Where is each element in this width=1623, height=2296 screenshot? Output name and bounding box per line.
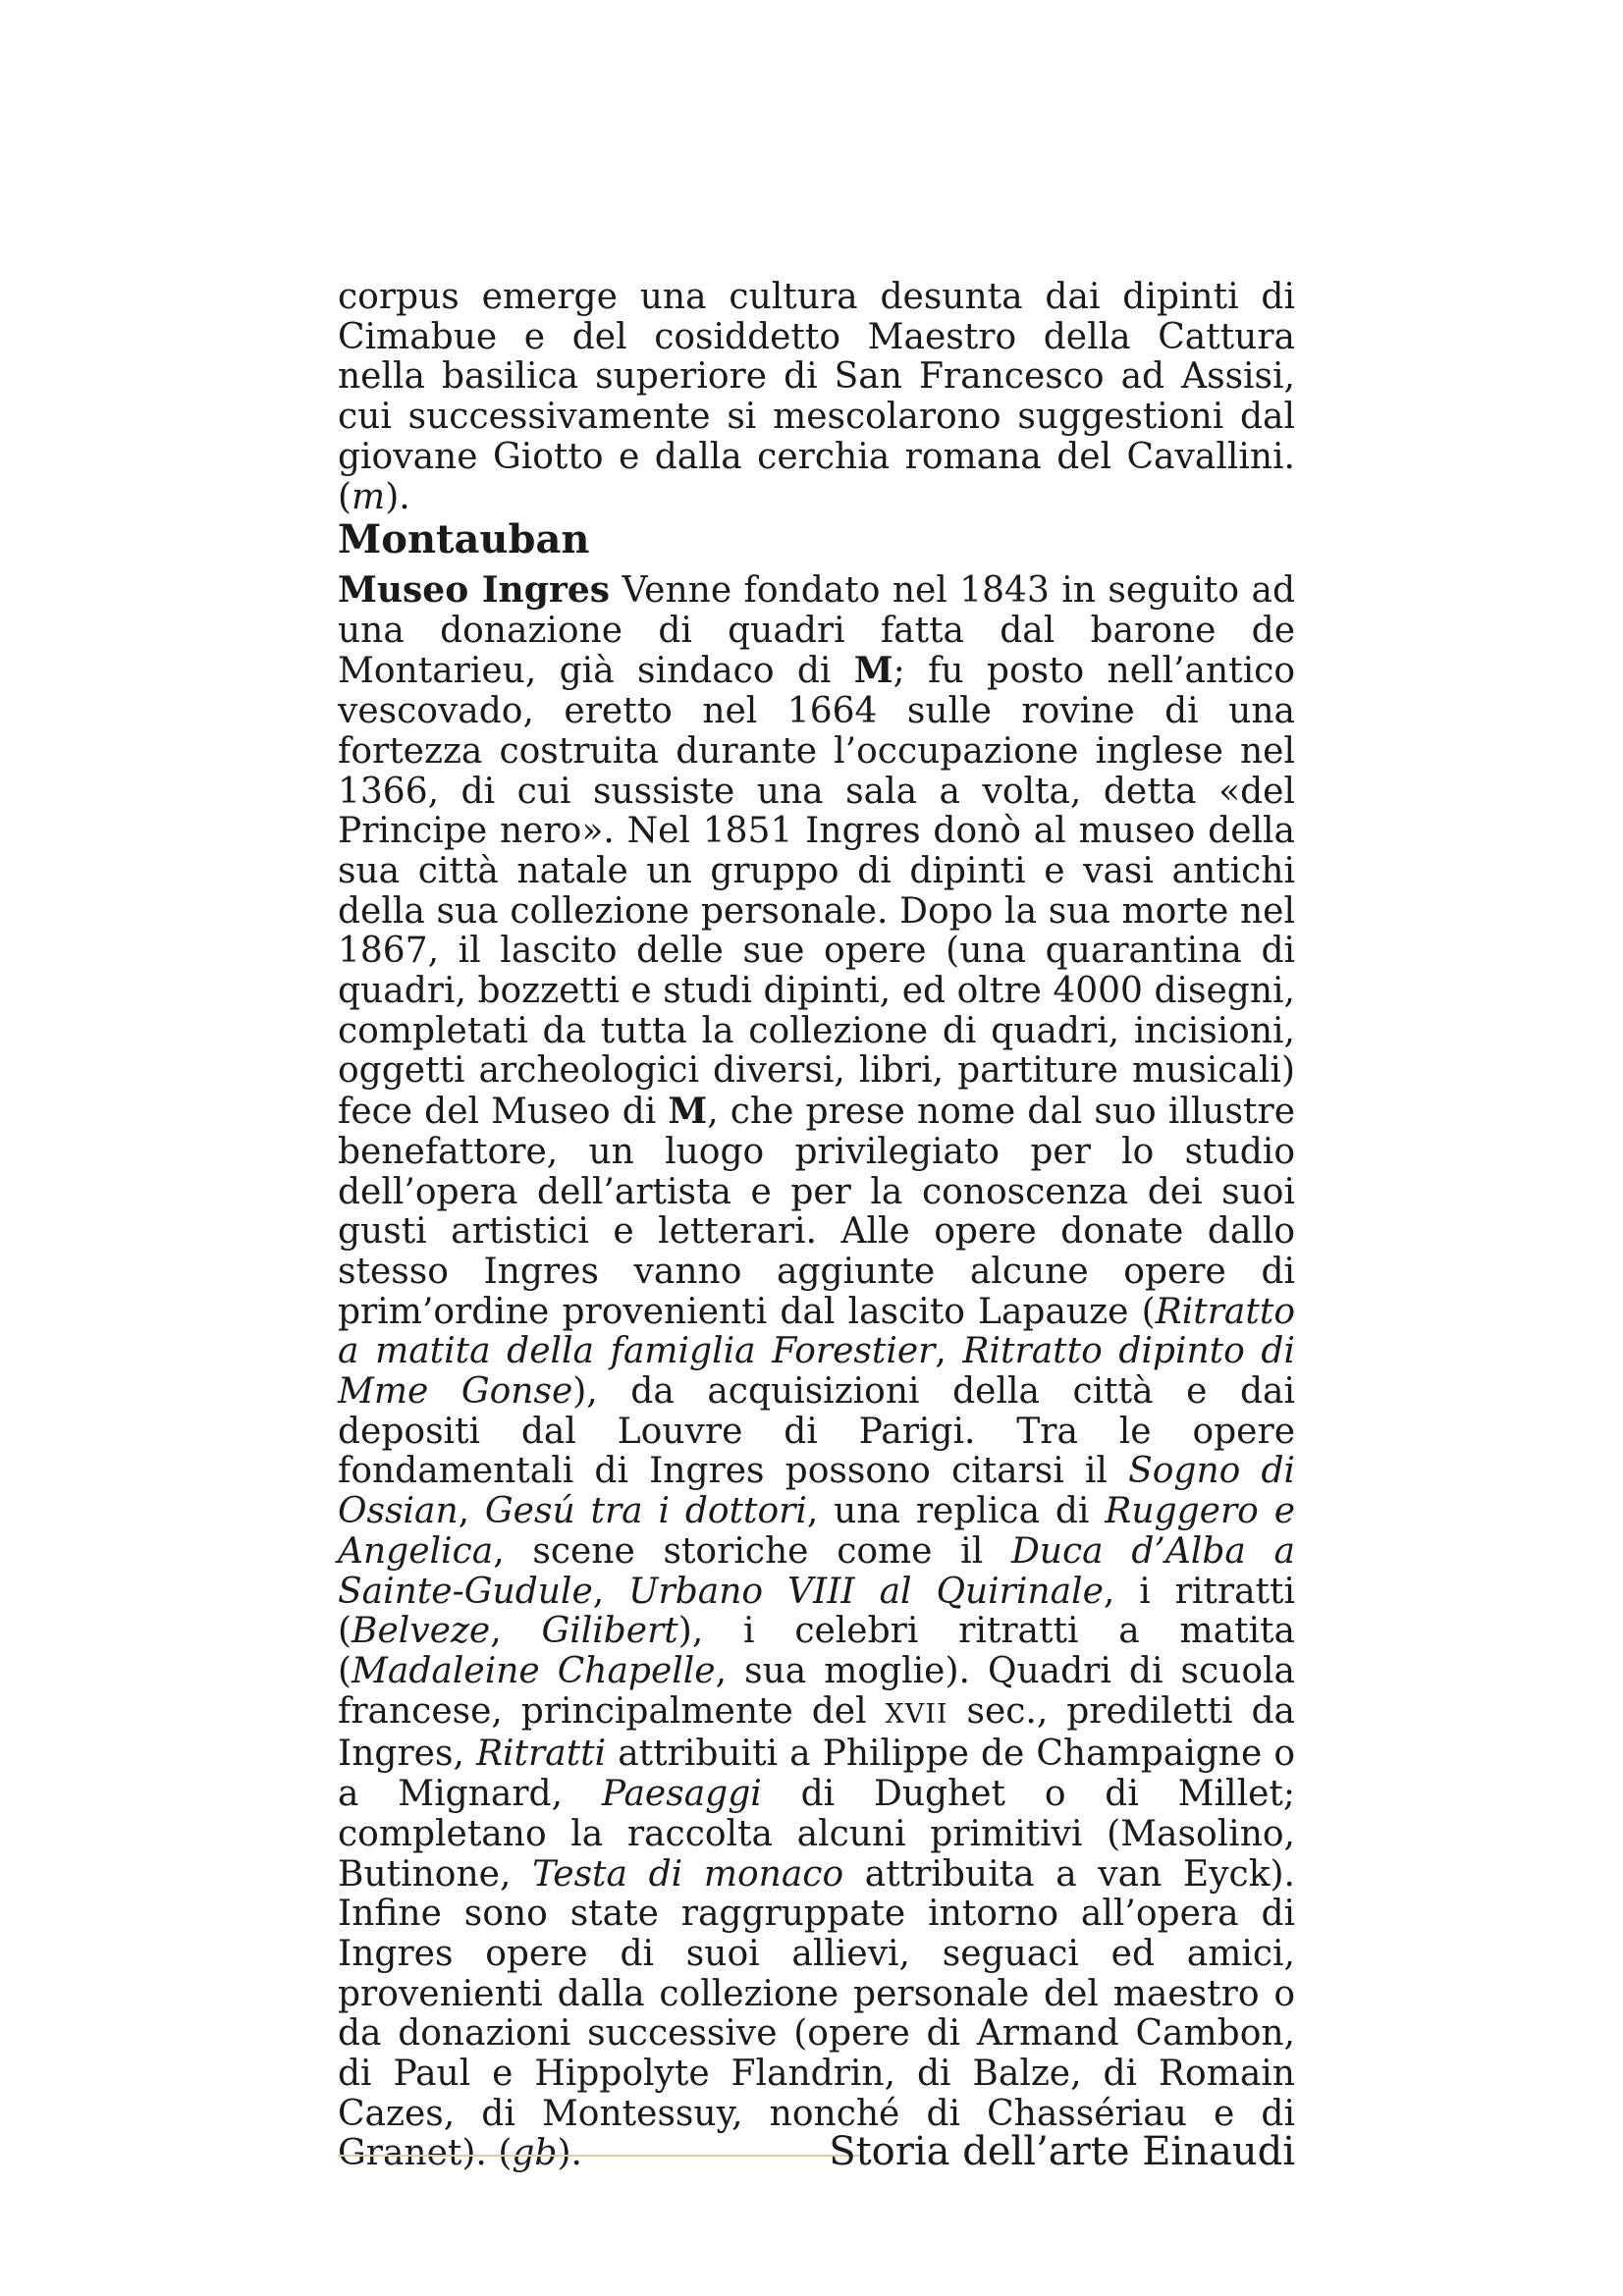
entry-text-segment: , che prese nome dal suo illustre benefattore, un luogo privilegiato per lo studio dell’opera dell’artista e per la conoscenza dei suoi gusti artistici e letterari. Alle opere donate dallo stesso Ingres vanno aggiunte alcune opere di prim’ordine provenienti dal lascito Lapauze ( (338, 1092, 1295, 1332)
author-signature: m (352, 476, 386, 517)
entry-text-segment: ; fu posto nell’antico vescovado, eretto nel 1664 sulle rovine di una fortezza costruita durante l’occupazione inglese nel 1366, di cui sussiste una sala a volta, detta «del Principe nero». Nel 1851 Ingres donò al museo della sua città natale un gruppo di dipinti e vasi antichi della sua collezione personale. Dopo la sua morte nel 1867, il lascito delle sue opere (una quarantina di quadri, bozzetti e studi dipinti, ed oltre 4000 disegni, completati da tutta la collezione di quadri, incisioni, oggetti archeologici diversi, libri, partiture musicali) fece del Museo di (338, 651, 1295, 1133)
artwork-title: Gesú tra i dottori (484, 1491, 807, 1532)
artwork-title: Belveze (352, 1611, 491, 1652)
century-numeral: XVII (885, 1698, 948, 1730)
artwork-title: Sogno di Ossian (338, 1451, 1296, 1532)
artwork-title: Paesaggi (601, 1774, 762, 1815)
entry-text-segment: , (490, 1611, 542, 1652)
artwork-title: Urbano VIII al Quirinale (628, 1571, 1104, 1612)
entry-text-segment: , (458, 1491, 485, 1532)
entry-text-segment: , scene storiche come il (493, 1530, 1011, 1572)
entry-text-segment: Venne fondato nel 1843 in seguito ad una donazione di quadri fatta dal barone de Montarieu, già sindaco di (338, 570, 1295, 692)
entry-text-segment: sec., prediletti da Ingres, (338, 1690, 1295, 1775)
artwork-title: gb (512, 2133, 558, 2174)
intro-paragraph (338, 278, 1295, 517)
entry-text-segment: , (592, 1571, 629, 1612)
entry-text-segment: di Dughet o di Millet; completano la raccolta alcuni primitivi (Masolino, Butinone, (338, 1774, 1295, 1895)
intro-text: corpus emerge una cultura desunta dai dipinti di Cimabue e del cosiddetto Maestro della Cattura nella basilica superiore di San Francesco ad Assisi, cui successivamente si mescolarono suggestioni dal giovane Giotto e dalla cerchia romana del Cavallini. ( (338, 277, 1295, 517)
section-heading: Montauban (338, 516, 590, 562)
entry-body (338, 570, 1295, 2173)
entry-text-segment: attribuita a van Eyck). Infine sono state raggruppate intorno all’opera di Ingres opere di suoi allievi, seguaci ed amici, provenienti dalla collezione personale del maestro o da donazioni successive (opere di Armand Cambon, di Paul e Hippolyte Flandrin, di Balze, di Romain Cazes, di Montessuy, nonché di Chassériau e di Granet). ( (338, 1853, 1295, 2174)
city-abbreviation: M (668, 1091, 708, 1133)
artwork-title: Ruggero e Angelica (338, 1491, 1295, 1572)
artwork-title: Duca d’Alba a Sainte-Gudule (338, 1530, 1296, 1612)
artwork-title: Testa di monaco (532, 1853, 844, 1895)
artwork-title: Gilibert (541, 1611, 678, 1652)
footer-label: Storia dell’arte Einaudi (829, 2129, 1295, 2174)
museum-entry-paragraph (338, 570, 1295, 2174)
entry-text-segment: , sua moglie). Quadri di scuola francese, principalmente del (338, 1650, 1296, 1732)
footer-rule (338, 2155, 860, 2157)
entry-text-segment: ), da acquisizioni della città e dai depositi dal Louvre di Parigi. Tra le opere fondamentali di Ingres possono citarsi il (338, 1371, 1295, 1492)
entry-text-segment: ). (557, 2133, 582, 2174)
intro-end: ). (385, 476, 410, 517)
city-abbreviation: M (853, 650, 893, 692)
entry-text-segment: attribuiti a Philippe de Champaigne o a Mignard, (338, 1734, 1295, 1815)
page-footer (338, 2120, 1295, 2179)
artwork-title: Ritratti (475, 1734, 607, 1775)
entry-text-segment: , (935, 1331, 963, 1372)
artwork-title: Ritratto a matita della famiglia Forestier (338, 1291, 1295, 1372)
entry-lead: Museo Ingres (338, 569, 611, 611)
entry-text-segment: , i ritratti ( (338, 1571, 1295, 1652)
artwork-title: Ritratto dipinto di Mme Gonse (338, 1331, 1295, 1413)
entry-text-segment: ), i celebri ritratti a matita ( (338, 1611, 1295, 1691)
entry-text-segment: , una replica di (806, 1491, 1106, 1532)
artwork-title: Madaleine Chapelle (352, 1650, 716, 1691)
